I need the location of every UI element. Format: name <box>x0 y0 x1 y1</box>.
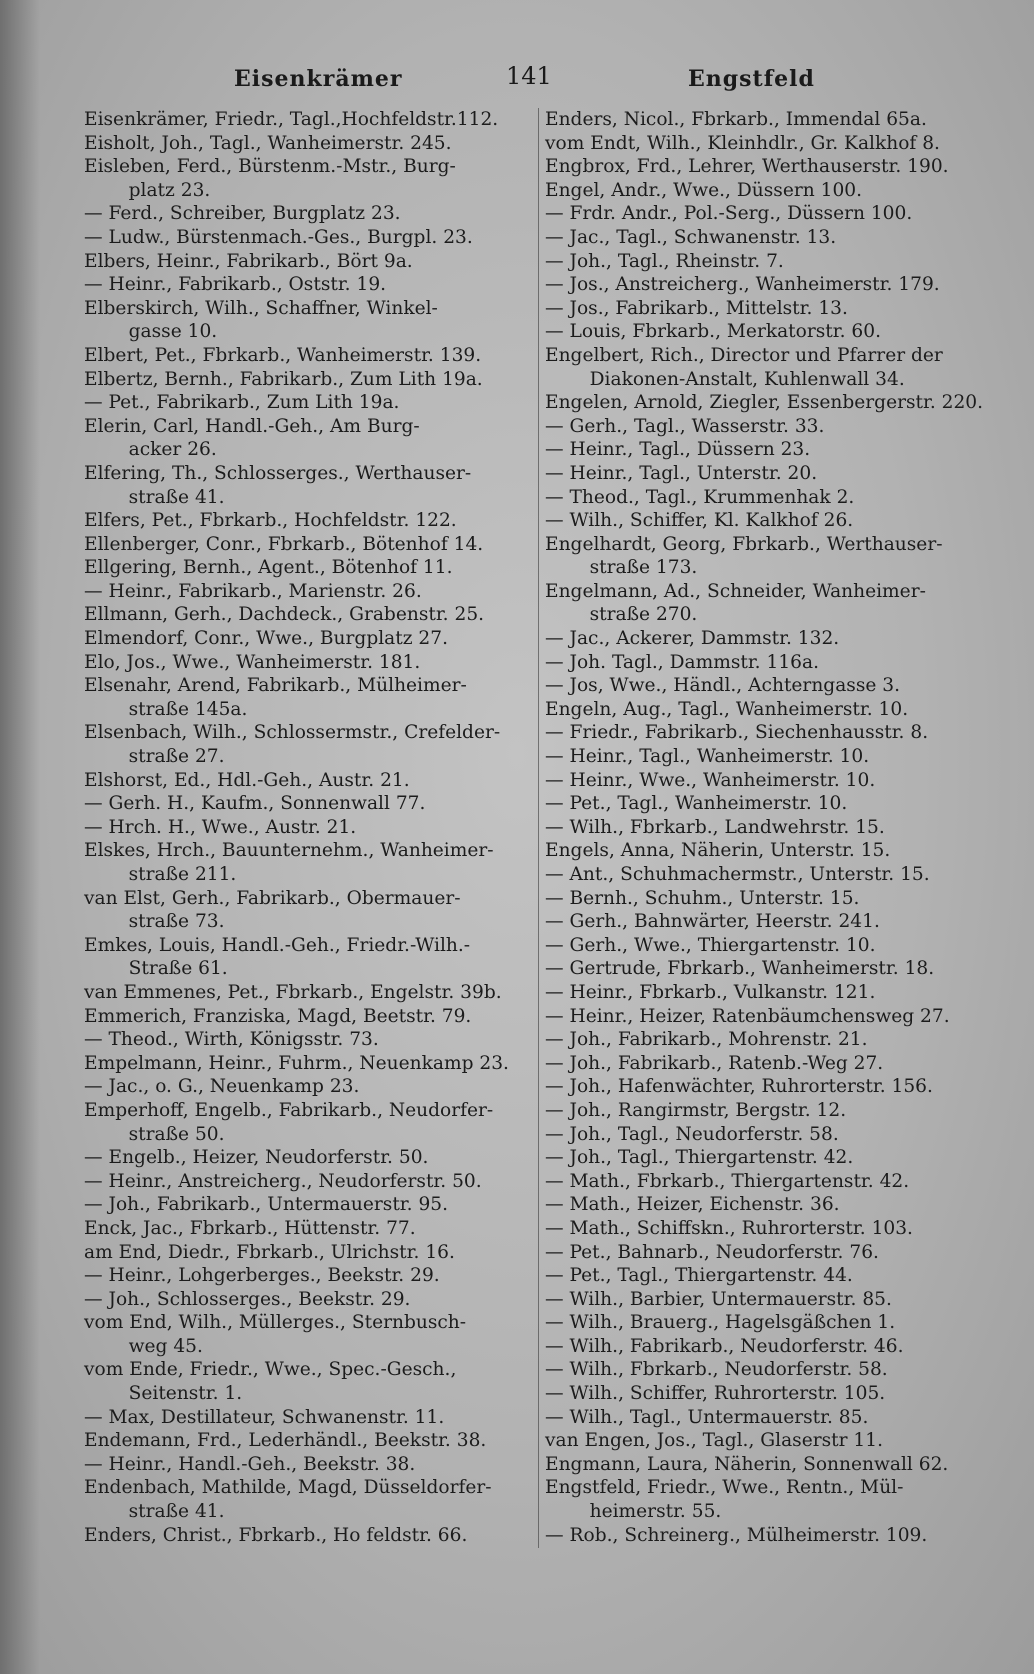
directory-entry-line: — Heinr., Heizer, Ratenbäumchensweg 27. <box>545 1005 950 1027</box>
directory-entry-line: — Gerh., Tagl., Wasserstr. 33. <box>545 415 825 437</box>
directory-entry-line: Elbertz, Bernh., Fabrikarb., Zum Lith 19a. <box>84 368 483 390</box>
directory-entry-line: Elmendorf, Conr., Wwe., Burgplatz 27. <box>84 628 449 650</box>
directory-entry-line: — Frdr. Andr., Pol.-Serg., Düssern 100. <box>545 203 913 225</box>
directory-entry-line: Eisleben, Ferd., Bürstenm.-Mstr., Burg- <box>84 156 456 178</box>
directory-entry-line: Enders, Nicol., Fbrkarb., Immendal 65a. <box>545 109 927 130</box>
directory-entry-line: — Wilh., Schiffer, Kl. Kalkhof 26. <box>545 510 854 532</box>
directory-entry-line: Elfering, Th., Schlosserges., Werthauser- <box>84 462 472 484</box>
directory-entry-line: vom Ende, Friedr., Wwe., Spec.-Gesch., <box>84 1359 457 1381</box>
directory-entry-line: — Friedr., Fabrikarb., Siechenhausstr. 8. <box>545 722 929 744</box>
directory-entry-line: Ellenberger, Conr., Fbrkarb., Bötenhof 14. <box>84 533 484 555</box>
directory-entry-line: Emperhoff, Engelb., Fabrikarb., Neudorfer- <box>84 1099 494 1121</box>
left-column <box>84 108 534 1547</box>
directory-entry-line: van Engen, Jos., Tagl., Glaserstr 11. <box>545 1430 883 1452</box>
directory-entry-line: Elshorst, Ed., Hdl.-Geh., Austr. 21. <box>84 769 410 791</box>
directory-entry-line: — Heinr., Anstreicherg., Neudorferstr. 50. <box>84 1170 482 1192</box>
directory-entry-line: van Emmenes, Pet., Fbrkarb., Engelstr. 39b. <box>84 981 502 1003</box>
directory-entry-line: Eisholt, Joh., Tagl., Wanheimerstr. 245. <box>84 132 452 154</box>
directory-entry-line: Elbers, Heinr., Fabrikarb., Bört 9a. <box>84 250 413 272</box>
directory-entry-line: Elo, Jos., Wwe., Wanheimerstr. 181. <box>84 651 421 673</box>
directory-entry-line: — Rob., Schreinerg., Mülheimerstr. 109. <box>545 1524 928 1546</box>
directory-entry-line: — Jos., Anstreicherg., Wanheimerstr. 179. <box>545 274 940 296</box>
directory-entry-line: Engstfeld, Friedr., Wwe., Rentn., Mül- <box>545 1477 904 1499</box>
directory-entry-line: — Wilh., Schiffer, Ruhrorterstr. 105. <box>545 1383 886 1405</box>
directory-entry-line: — Math., Schiffskn., Ruhrorterstr. 103. <box>545 1217 913 1239</box>
directory-entry-line: — Joh., Hafenwächter, Ruhrorterstr. 156. <box>545 1076 933 1098</box>
directory-entry-line: — Math., Heizer, Eichenstr. 36. <box>545 1194 840 1216</box>
page-edge-shadow <box>0 0 40 1674</box>
directory-entry-line: — Louis, Fbrkarb., Merkatorstr. 60. <box>545 321 881 343</box>
directory-entry-line: — Wilh., Fbrkarb., Landwehrstr. 15. <box>545 816 885 838</box>
directory-entry-line: — Ludw., Bürstenmach.-Ges., Burgpl. 23. <box>84 226 473 248</box>
header-right-keyword: Engstfeld <box>688 66 815 92</box>
directory-entry-line: — Gerh. H., Kaufm., Sonnenwall 77. <box>84 793 426 815</box>
directory-entry-line: — Gertrude, Fbrkarb., Wanheimerstr. 18. <box>545 958 935 980</box>
directory-entry-line: — Heinr., Wwe., Wanheimerstr. 10. <box>545 769 876 791</box>
directory-entry-line: Engeln, Aug., Tagl., Wanheimerstr. 10. <box>545 698 909 720</box>
directory-entry-line: — Pet., Tagl., Wanheimerstr. 10. <box>545 793 848 815</box>
directory-entry-line: — Heinr., Tagl., Wanheimerstr. 10. <box>545 746 870 768</box>
directory-entry-line: Empelmann, Heinr., Fuhrm., Neuenkamp 23. <box>84 1052 509 1074</box>
directory-entry-line: — Jac., Tagl., Schwanenstr. 13. <box>545 226 837 248</box>
page-header <box>0 58 1034 98</box>
directory-entry-line: gasse 10. <box>128 321 218 343</box>
directory-entry-line: Diakonen-Anstalt, Kuhlenwall 34. <box>589 368 905 390</box>
directory-entry-line: am End, Diedr., Fbrkarb., Ulrichstr. 16. <box>84 1241 455 1263</box>
directory-entry-line: — Theod., Tagl., Krummenhak 2. <box>545 486 855 508</box>
directory-entry-line: Endenbach, Mathilde, Magd, Düsseldorfer- <box>84 1477 492 1499</box>
directory-entry-line: Emmerich, Franziska, Magd, Beetstr. 79. <box>84 1005 472 1027</box>
directory-entry-line: Emkes, Louis, Handl.-Geh., Friedr.-Wilh.- <box>84 934 471 956</box>
directory-entry-line: — Heinr., Tagl., Unterstr. 20. <box>545 462 818 484</box>
directory-entry-line: — Wilh., Barbier, Untermauerstr. 85. <box>545 1288 892 1310</box>
directory-entry-line: — Pet., Bahnarb., Neudorferstr. 76. <box>545 1241 879 1263</box>
directory-entry-line: Engelhardt, Georg, Fbrkarb., Werthauser- <box>545 533 943 555</box>
directory-entry-line: — Wilh., Brauerg., Hagelsgäßchen 1. <box>545 1312 896 1334</box>
directory-entry-line: Enders, Christ., Fbrkarb., Ho feldstr. 66. <box>84 1524 468 1546</box>
directory-entry-line: straße 41. <box>128 486 225 508</box>
page-number: 141 <box>506 62 552 90</box>
directory-entry-line: heimerstr. 55. <box>589 1501 722 1523</box>
directory-entry-line: weg 45. <box>128 1335 203 1357</box>
directory-entry-line: straße 73. <box>128 911 225 933</box>
directory-entry-line: — Jac., o. G., Neuenkamp 23. <box>84 1076 360 1098</box>
directory-entry-line: straße 145a. <box>128 698 248 720</box>
directory-entry-line: Elbert, Pet., Fbrkarb., Wanheimerstr. 139. <box>84 344 482 366</box>
directory-entry-line: straße 173. <box>589 557 698 579</box>
directory-entry-line: — Joh., Tagl., Thiergartenstr. 42. <box>545 1147 854 1169</box>
directory-entry-line: Engbrox, Frd., Lehrer, Werthauserstr. 190. <box>545 156 949 178</box>
directory-entry-line: — Wilh., Fabrikarb., Neudorferstr. 46. <box>545 1335 904 1357</box>
directory-entry-line: — Jac., Ackerer, Dammstr. 132. <box>545 628 840 650</box>
directory-entry-line: Elsenahr, Arend, Fabrikarb., Mülheimer- <box>84 675 467 697</box>
directory-entry-line: — Joh., Fabrikarb., Mohrenstr. 21. <box>545 1029 868 1051</box>
directory-entry-line: — Jos, Wwe., Händl., Achterngasse 3. <box>545 675 901 697</box>
directory-entry-line: — Joh., Rangirmstr, Bergstr. 12. <box>545 1099 847 1121</box>
directory-entry-line: straße 27. <box>128 746 225 768</box>
directory-entry-line: — Hrch. H., Wwe., Austr. 21. <box>84 816 357 838</box>
directory-entry-line: — Joh., Tagl., Neudorferstr. 58. <box>545 1123 839 1145</box>
directory-entry-line: — Pet., Fabrikarb., Zum Lith 19a. <box>84 392 400 414</box>
directory-entry-line: — Joh. Tagl., Dammstr. 116a. <box>545 651 819 673</box>
directory-entry-line: Elsenbach, Wilh., Schlossermstr., Crefelder- <box>84 722 501 744</box>
directory-entry-line: — Wilh., Tagl., Untermauerstr. 85. <box>545 1406 869 1428</box>
directory-entry-line: — Joh., Schlosserges., Beekstr. 29. <box>84 1288 411 1310</box>
directory-entry-line: vom End, Wilh., Müllerges., Sternbusch- <box>84 1312 467 1334</box>
directory-entry-line: — Heinr., Fabrikarb., Oststr. 19. <box>84 274 387 296</box>
directory-entry-line: Enck, Jac., Fbrkarb., Hüttenstr. 77. <box>84 1217 416 1239</box>
directory-entry-line: Engelbert, Rich., Director und Pfarrer der <box>545 344 943 366</box>
directory-entry-line: — Pet., Tagl., Thiergartenstr. 44. <box>545 1265 853 1287</box>
directory-entry-line: platz 23. <box>128 179 211 201</box>
directory-entry-line: — Math., Fbrkarb., Thiergartenstr. 42. <box>545 1170 910 1192</box>
directory-entry-line: — Gerh., Wwe., Thiergartenstr. 10. <box>545 934 876 956</box>
directory-entry-line: Seitenstr. 1. <box>128 1383 243 1405</box>
directory-entry-line: acker 26. <box>128 439 217 461</box>
directory-entry-line: Endemann, Frd., Lederhändl., Beekstr. 38. <box>84 1430 487 1452</box>
directory-entry-line: — Heinr., Fabrikarb., Marienstr. 26. <box>84 580 422 602</box>
directory-entry-line: Elfers, Pet., Fbrkarb., Hochfeldstr. 122. <box>84 510 457 532</box>
directory-entry-line: — Heinr., Fbrkarb., Vulkanstr. 121. <box>545 981 876 1003</box>
directory-entry-line: Engels, Anna, Näherin, Unterstr. 15. <box>545 840 891 862</box>
header-left-keyword: Eisenkrämer <box>234 66 403 92</box>
directory-entry-line: Straße 61. <box>128 958 228 980</box>
directory-entry-line: — Gerh., Bahnwärter, Heerstr. 241. <box>545 911 880 933</box>
directory-entry-line: — Heinr., Tagl., Düssern 23. <box>545 439 811 461</box>
directory-entry-line: — Wilh., Fbrkarb., Neudorferstr. 58. <box>545 1359 888 1381</box>
directory-entry-line: Engmann, Laura, Näherin, Sonnenwall 62. <box>545 1453 949 1475</box>
directory-entry-line: straße 211. <box>128 864 237 885</box>
directory-entry-line: — Heinr., Handl.-Geh., Beekstr. 38. <box>84 1453 416 1475</box>
directory-entry-line: — Joh., Fabrikarb., Ratenb.-Weg 27. <box>545 1052 884 1074</box>
directory-entry-line: van Elst, Gerh., Fabrikarb., Obermauer- <box>84 887 461 909</box>
directory-entry-line: Ellgering, Bernh., Agent., Bötenhof 11. <box>84 557 453 579</box>
directory-entry-line: — Joh., Tagl., Rheinstr. 7. <box>545 250 784 272</box>
directory-entry-line: vom Endt, Wilh., Kleinhdlr., Gr. Kalkhof 8. <box>545 132 940 154</box>
directory-entry-line: straße 41. <box>128 1501 225 1523</box>
directory-entry-line: — Ant., Schuhmachermstr., Unterstr. 15. <box>545 864 930 885</box>
directory-entry-line: Eisenkrämer, Friedr., Tagl.,Hochfeldstr.112. <box>84 109 499 130</box>
directory-entry-line: Engelmann, Ad., Schneider, Wanheimer- <box>545 580 926 602</box>
directory-entry-line: Ellmann, Gerh., Dachdeck., Grabenstr. 25. <box>84 604 485 626</box>
directory-entry-line: — Heinr., Lohgerberges., Beekstr. 29. <box>84 1265 440 1287</box>
column-divider <box>538 108 539 1548</box>
directory-entry-line: — Max, Destillateur, Schwanenstr. 11. <box>84 1406 445 1428</box>
directory-entry-line: — Ferd., Schreiber, Burgplatz 23. <box>84 203 401 225</box>
directory-entry-line: straße 270. <box>589 604 698 626</box>
right-column <box>545 108 1005 1547</box>
directory-entry-line: — Bernh., Schuhm., Unterstr. 15. <box>545 887 860 909</box>
directory-entry-line: Elerin, Carl, Handl.-Geh., Am Burg- <box>84 415 420 437</box>
directory-entry-line: straße 50. <box>128 1123 225 1145</box>
directory-entry-line: — Theod., Wirth, Königsstr. 73. <box>84 1029 379 1051</box>
directory-entry-line: Engelen, Arnold, Ziegler, Essenbergerstr. 220. <box>545 392 984 414</box>
directory-entry-line: Engel, Andr., Wwe., Düssern 100. <box>545 179 863 201</box>
directory-entry-line: Elberskirch, Wilh., Schaffner, Winkel- <box>84 297 438 319</box>
directory-entry-line: — Engelb., Heizer, Neudorferstr. 50. <box>84 1147 429 1169</box>
directory-entry-line: Elskes, Hrch., Bauunternehm., Wanheimer- <box>84 840 494 862</box>
directory-entry-line: — Jos., Fabrikarb., Mittelstr. 13. <box>545 297 848 319</box>
directory-entry-line: — Joh., Fabrikarb., Untermauerstr. 95. <box>84 1194 449 1216</box>
